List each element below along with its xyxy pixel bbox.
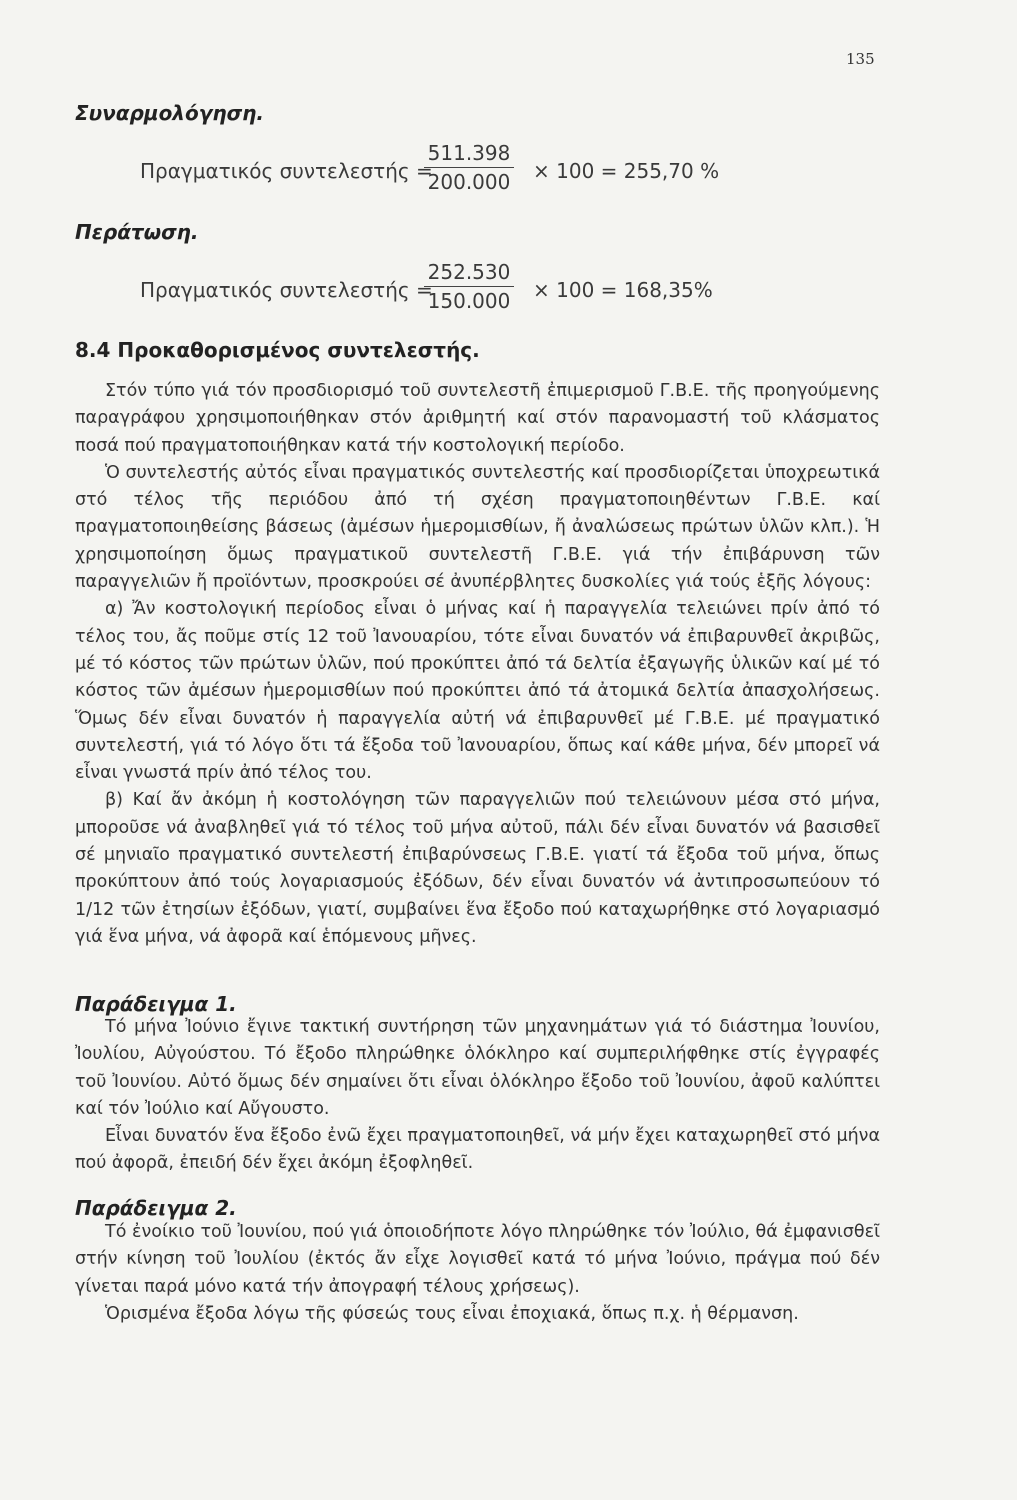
- example-1-heading: Παράδειγμα 1.: [75, 992, 237, 1016]
- page-number: 135: [846, 50, 875, 68]
- formula-result: × 100 = 255,70 %: [533, 159, 720, 183]
- paragraph: Ὁ συντελεστής αὐτός εἶναι πραγματικός συντελεστής καί προσδιορίζεται ὑποχρεωτικά στό τέλος τῆς περιόδου ἀπό τή σχέση πραγματοποιηθέντων Γ.Β.Ε. καί πραγματοποιηθείσης βάσεως (ἀμέσων ἡμερομισθίων, ἤ ἀναλώσεως πρώτων ὑλῶν κλπ.). Ἡ χρησιμοποίηση ὅμως πραγματικοῦ συντελεστῆ Γ.Β.Ε. γιά τήν ἐπιβάρυνση τῶν παραγγελιῶν ἤ προϊόντων, προσκρούει σέ ἀνυπέρβλητες δυσκολίες γιά τούς ἑξῆς λόγους:: [75, 462, 880, 593]
- denominator: 150.000: [427, 289, 511, 313]
- formula-label: Πραγματικός συντελεστής =: [140, 278, 433, 302]
- example-1-body: [75, 1014, 880, 1178]
- paragraph: Τό μήνα Ἰούνιο ἔγινε τακτική συντήρηση τῶν μηχανημάτων γιά τό διάστημα Ἰουνίου, Ἰουλίου, Αὐγούστου. Τό ἔξοδο πληρώθηκε ὁλόκληρο καί συμπεριλήφθηκε στίς ἐγγραφές τοῦ Ἰουνίου. Αὐτό ὅμως δέν σημαίνει ὅτι εἶναι ὁλόκληρο ἔξοδο τοῦ Ἰουνίου, ἀφοῦ καλύπτει καί τόν Ἰούλιο καί Αὔγουστο.: [75, 1017, 880, 1119]
- formula-assembly: [140, 140, 760, 202]
- numerator: 252.530: [427, 260, 511, 284]
- fraction: [424, 140, 514, 196]
- paragraph: Τό ἐνοίκιο τοῦ Ἰουνίου, πού γιά ὁποιοδήποτε λόγο πληρώθηκε τόν Ἰούλιο, θά ἐμφανισθεῖ στήν κίνηση τοῦ Ἰουλίου (ἐκτός ἄν εἶχε λογισθεῖ κατά τό μήνα Ἰούνιο, πράγμα πού δέν γίνεται παρά μόνο κατά τήν ἀπογραφή τέλους χρήσεως).: [75, 1222, 880, 1297]
- formula-result: × 100 = 168,35%: [533, 278, 713, 302]
- formula-completion: [140, 259, 760, 321]
- formula-label: Πραγματικός συντελεστής =: [140, 159, 433, 183]
- paragraph: β) Καί ἄν ἀκόμη ἡ κοστολόγηση τῶν παραγγελιῶν πού τελειώνουν μέσα στό μήνα, μποροῦσε νά ἀναβληθεῖ γιά τό τέλος τοῦ μήνα αὐτοῦ, πάλι δέν εἶναι δυνατόν νά βασισθεῖ σέ μηνιαῖο πραγματικό συντελεστή ἐπιβαρύνσεως Γ.Β.Ε. γιατί τά ἔξοδα τοῦ μήνα, ὅπως προκύπτουν ἀπό τούς λογαριασμούς ἐξόδων, δέν εἶναι δυνατόν νά ἀντιπροσωπεύουν τό 1/12 τῶν ἐτησίων ἐξόδων, γιατί, συμβαίνει ἕνα ἔξοδο πού καταχωρήθηκε στό λογαριασμό γιά ἕνα μήνα, νά ἀφορᾶ καί ἑπόμενους μῆνες.: [75, 790, 880, 947]
- numerator: 511.398: [427, 141, 511, 165]
- denominator: 200.000: [427, 170, 511, 194]
- fraction: [424, 259, 514, 315]
- completion-heading: Περάτωση.: [75, 220, 199, 244]
- section-84-heading: 8.4 Προκαθορισμένος συντελεστής.: [75, 338, 480, 362]
- paragraph: Στόν τύπο γιά τόν προσδιορισμό τοῦ συντελεστῆ ἐπιμερισμοῦ Γ.Β.Ε. τῆς προηγούμενης παραγράφου χρησιμοποιήθηκαν στόν ἀριθμητή καί στόν παρανομαστή τοῦ κλάσματος ποσά πού πραγματοποιήθηκαν κατά τήν κοστολογική περίοδο.: [75, 381, 880, 456]
- example-2-body: [75, 1219, 880, 1328]
- paragraph: Εἶναι δυνατόν ἕνα ἔξοδο ἐνῶ ἔχει πραγματοποιηθεῖ, νά μήν ἔχει καταχωρηθεῖ στό μήνα πού ἀφορᾶ, ἐπειδή δέν ἔχει ἀκόμη ἐξοφληθεῖ.: [75, 1126, 880, 1174]
- section-84-body: [75, 378, 880, 951]
- paragraph: α) Ἄν κοστολογική περίοδος εἶναι ὁ μήνας καί ἡ παραγγελία τελειώνει πρίν ἀπό τό τέλος του, ἄς ποῦμε στίς 12 τοῦ Ἰανουαρίου, τότε εἶναι δυνατόν νά ἐπιβαρυνθεῖ ἀκριβῶς, μέ τό κόστος τῶν πρώτων ὑλῶν, πού προκύπτει ἀπό τά δελτία ἐξαγωγῆς ὑλικῶν καί μέ τό κόστος τῶν ἀμέσων ἡμερομισθίων πού προκύπτει ἀπό τά ἀτομικά δελτία ἀπασχολήσεως. Ὅμως δέν εἶναι δυνατόν ἡ παραγγελία αὐτή νά ἐπιβαρυνθεῖ μέ Γ.Β.Ε. μέ πραγματικό συντελεστή, γιά τό λόγο ὅτι τά ἔξοδα τοῦ Ἰανουαρίου, ὅπως καί κάθε μήνα, δέν μπορεῖ νά εἶναι γνωστά πρίν ἀπό τέλος του.: [75, 599, 880, 784]
- assembly-heading: Συναρμολόγηση.: [75, 101, 264, 125]
- paragraph: Ὁρισμένα ἔξοδα λόγω τῆς φύσεώς τους εἶναι ἐποχιακά, ὅπως π.χ. ἡ θέρμανση.: [105, 1303, 799, 1324]
- example-2-heading: Παράδειγμα 2.: [75, 1196, 237, 1220]
